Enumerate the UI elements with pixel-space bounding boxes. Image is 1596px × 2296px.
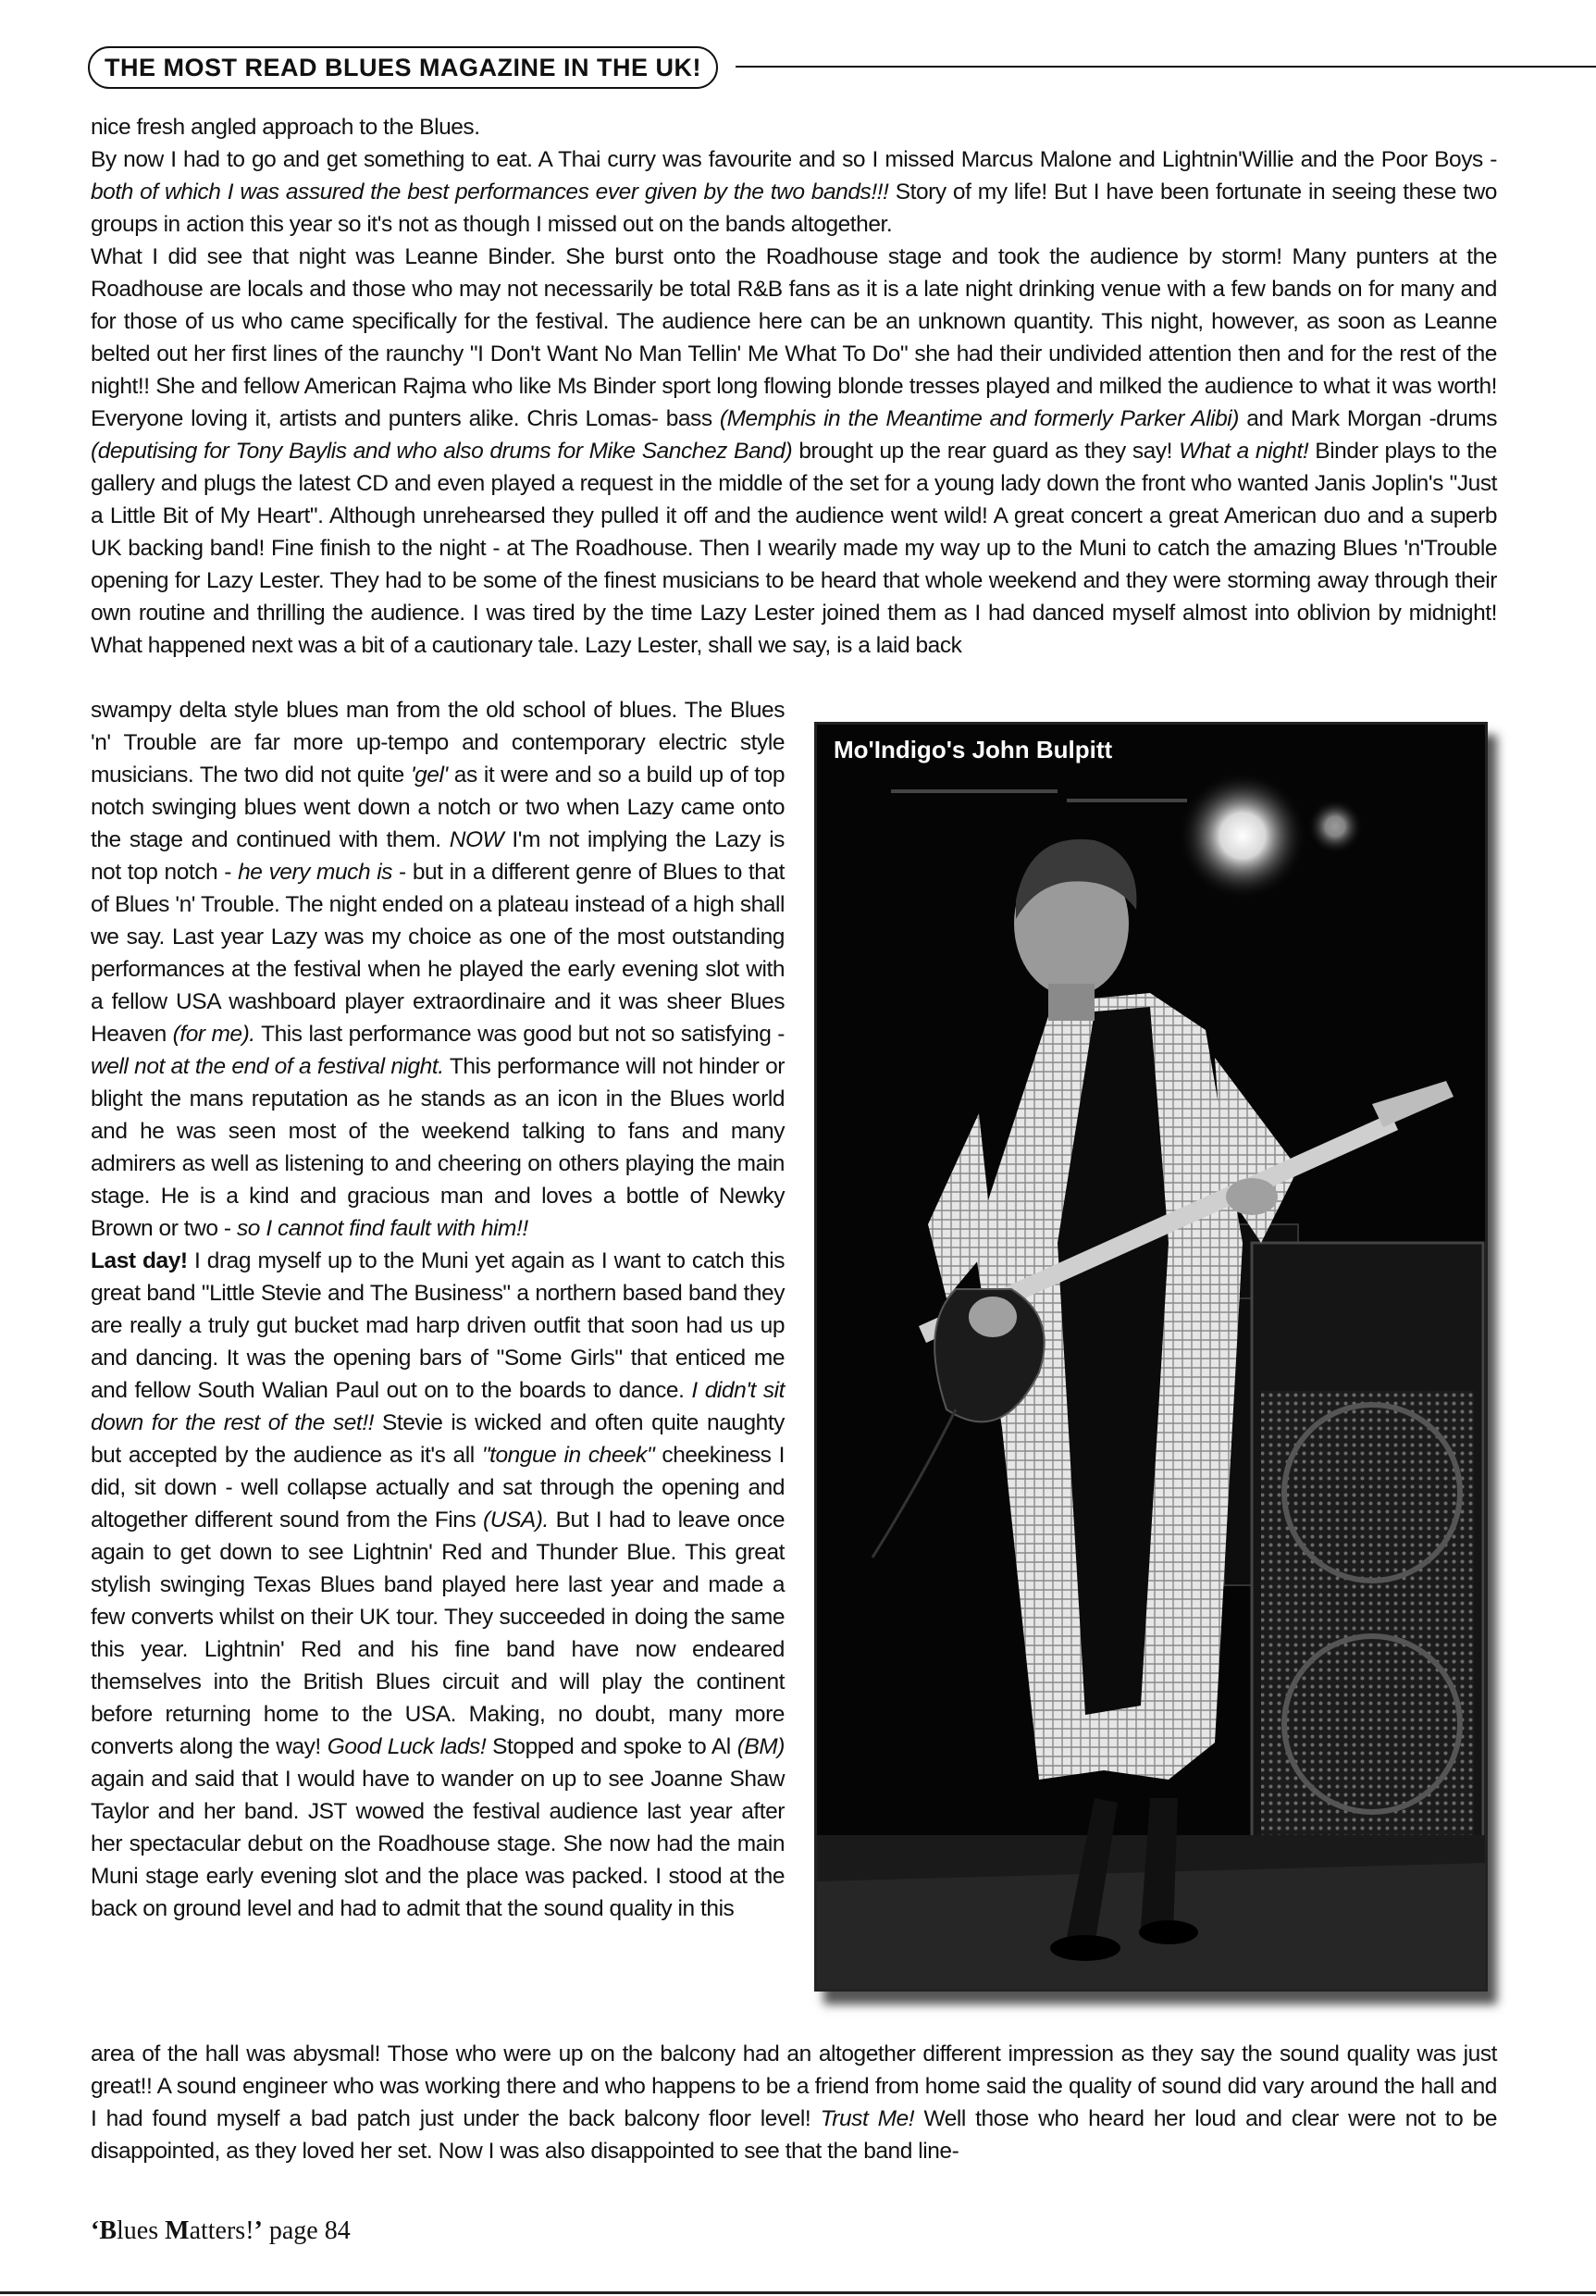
bassist-illustration (817, 725, 1485, 1989)
magazine-header (88, 46, 1596, 93)
article-top-block (91, 111, 1497, 662)
article-bottom-block (91, 2038, 1497, 2167)
page-number: page 84 (268, 2216, 351, 2245)
header-pill (88, 46, 718, 89)
header-title: THE MOST READ BLUES MAGAZINE IN THE UK! (105, 53, 701, 81)
bottom-rule (0, 2291, 1596, 2294)
paragraph: What I did see that night was Leanne Binder. She burst onto the Roadhouse stage and took the audience by storm! Many punters at the Roadhouse are locals and those who may not necessarily be total R&B fans as it is a late night drinking venue with a few bands on for many and for those of us who came specifically for the festival. The audience here can be an unknown quantity. This night, however, as soon as Leanne belted out her first lines of the raunchy "I Don't Want No Man Tellin' Me What To Do" she had their undivided attention then and for the rest of the night!! She and fellow American Rajma who like Ms Binder sport long flowing blonde tresses played and milked the audience to what it was worth! Everyone loving it, artists and punters alike. Chris Lomas- bass (Memphis in the Meantime and formerly Parker Alibi) and Mark Morgan -drums (deputising for Tony Baylis and who also drums for Mike Sanchez Band) brought up the rear guard as they say! What a night! Binder plays to the gallery and plugs the latest CD and even played a request in the middle of the set for a young lady down the front who wanted Janis Joplin's "Just a Little Bit of My Heart". Although unrehearsed they pulled it off and the audience went wild! A great concert a great American duo and a superb UK backing band! Fine finish to the night - at The Roadhouse. Then I wearily made my way up to the Muni to catch the amazing Blues 'n'Trouble opening for Lazy Lester. They had to be some of the finest musicians to be heard that whole weekend and they were storming away through their own routine and thrilling the audience. I was tired by the time Lazy Lester joined them as I had danced myself almost into oblivion by midnight! What happened next was a bit of a cautionary tale. Lazy Lester, shall we say, is a laid back (91, 244, 1498, 658)
paragraph: swampy delta style blues man from the old school of blues. The Blues 'n' Trouble are far more up-tempo and contemporary electric style musicians. The two did not quite 'gel' as it were and so a build up of top notch swinging blues went down a notch or two when Lazy came onto the stage and continued with them. NOW I'm not implying the Lazy is not top notch - he very much is - but in a different genre of Blues to that of Blues 'n' Trouble. The night ended on a plateau instead of a high shall we say. Last year Lazy was my choice as one of the most outstanding performances at the festival when he played the early evening slot with a fellow USA washboard player extraordinaire and it was sheer Blues Heaven (for me). This last performance was good but not so satisfying - well not at the end of a festival night. This performance will not hinder or blight the mans reputation as he stands as an icon in the Blues world and he was seen most of the weekend talking to fans and many admirers as well as listening to and cheering on others playing the main stage. He is a kind and gracious man and loves a bottle of Newky Brown or two - so I cannot find fault with him!! (91, 698, 785, 1241)
paragraph: Last day! I drag myself up to the Muni yet again as I want to catch this great band "Little Stevie and The Business" a northern based band they are really a truly gut bucket mad harp driven outfit that soon had us up and dancing. It was the opening bars of "Some Girls" that enticed me and fellow South Walian Paul out on to the boards to dance. I didn't sit down for the rest of the set!! Stevie is wicked and often quite naughty but accepted by the audience as it's all "tongue in cheek" cheekiness I did, sit down - well collapse actually and sat through the opening and altogether different sound from the Fins (USA). But I had to leave once again to get down to see Lightnin' Red and Thunder Blue. This great stylish swinging Texas Blues band played here last year and made a few converts whilst on their UK tour. They succeeded in doing the same this year. Lightnin' Red and his fine band have now endeared themselves into the British Blues circuit and will play the continent before returning home to the USA. Making, no doubt, many more converts along the way! Good Luck lads! Stopped and spoke to Al (BM) again and said that I would have to wander on up to see Joanne Shaw Taylor and her band. JST wowed the festival audience last year after her spectacular debut on the Roadhouse stage. She now had the main Muni stage early evening slot and the place was packed. I stood at the back on ground level and had to admit that the sound quality in this (91, 1248, 785, 1921)
photo-caption: Mo'Indigo's John Bulpitt (834, 736, 1113, 763)
page-footer: ‘Blues Matters!’ page 84 (91, 2216, 351, 2245)
article-column (91, 694, 785, 1925)
paragraph: nice fresh angled approach to the Blues. (91, 115, 480, 140)
footer-quote-close: ’ (254, 2216, 263, 2245)
paragraph: area of the hall was abysmal! Those who were up on the balcony had an altogether different impression as they say the sound quality was just great!! A sound engineer who was working there and who happens to be a friend from home said the quality of sound did vary around the hall and I had found myself a bad patch just under the back balcony floor level! Trust Me! Well those who heard her loud and clear were not to be disappointed, as they loved her set. Now I was also disappointed to see that the band line- (91, 2042, 1497, 2164)
header-rule (736, 66, 1596, 68)
footer-quote-open: ‘ (91, 2216, 100, 2245)
concert-photo (814, 722, 1488, 1992)
paragraph: By now I had to go and get something to eat. A Thai curry was favourite and so I missed Marcus Malone and Lightnin'Willie and the Poor Boys - both of which I was assured the best performances ever given by the two bands!!! Story of my life! But I have been fortunate in seeing these two groups in action this year so it's not as though I missed out on the bands altogether. (91, 147, 1497, 237)
